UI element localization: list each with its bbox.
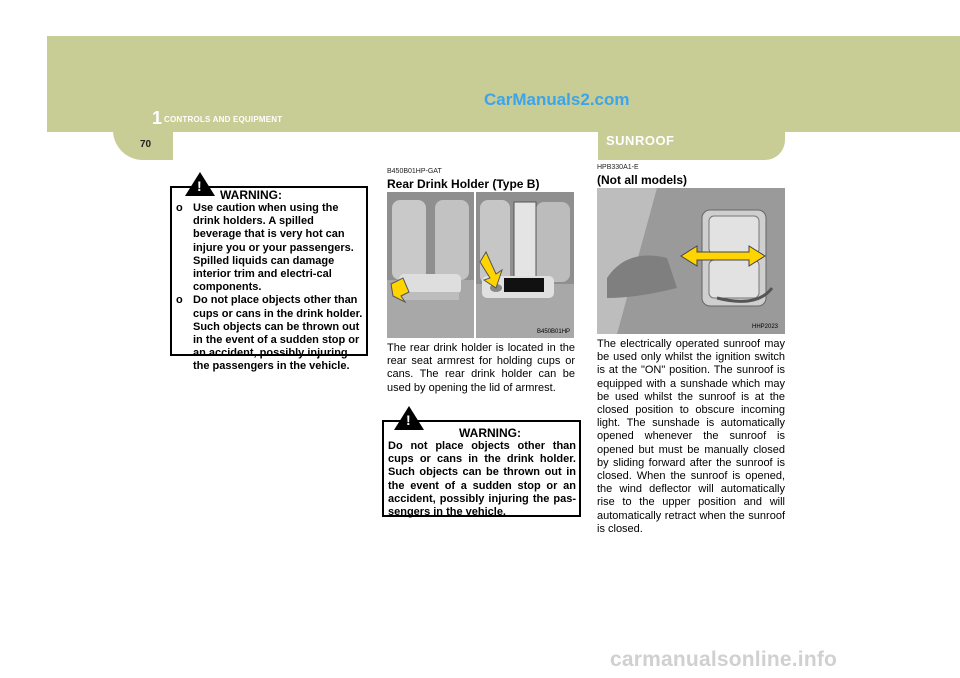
page-number: 70 — [140, 139, 152, 150]
sunroof-image-label: HHP2023 — [752, 324, 779, 330]
warning-list — [176, 202, 364, 374]
warning-item — [176, 202, 364, 294]
sunroof-code: HPB330A1-E — [597, 164, 639, 171]
warning-triangle-icon: ! — [394, 406, 424, 430]
armrest-open-illustration — [476, 192, 574, 338]
sunroof-switch-illustration — [597, 188, 785, 334]
warning-title: WARNING: — [459, 426, 521, 440]
warning-item — [176, 294, 364, 373]
chapter-title: CONTROLS AND EQUIPMENT — [164, 115, 283, 124]
section-title: SUNROOF — [606, 133, 675, 148]
drink-holder-code: B450B01HP-GAT — [387, 168, 442, 175]
drink-holder-body: The rear drink holder is located in the rear seat armrest for holding cups or cans. The rear drink holder can be used by opening the lid of armrest. — [387, 342, 575, 394]
drink-holder-heading: Rear Drink Holder (Type B) — [387, 177, 540, 191]
drink-holder-image-label: B450B01HP — [537, 329, 571, 335]
warning-item-text: Use caution when using the drink holders. A spilled beverage that is very hot can injure you or your passengers. Spilled liquids can damage interior trim and electri-cal components. — [193, 202, 354, 294]
footer-watermark[interactable]: carmanualsonline.info — [610, 648, 838, 671]
drink-holder-photo-closed — [387, 192, 474, 338]
warning-item-text: Do not place objects other than cups or cans in the drink holder. Such objects can be thrown out in the event of a sudden stop or an accident, possibly injuring the passengers in the vehicle. — [193, 294, 363, 373]
bullet-marker: o — [176, 294, 183, 307]
warning-box-drink-holders — [170, 178, 368, 373]
armrest-closed-illustration — [387, 192, 474, 338]
warning-text: Do not place objects other than cups or cans in the drink holder. Such objects can be thrown out in the event of a sudden stop or an accident, possibly injuring the pas-sengers in the vehicle. — [388, 440, 576, 519]
sunroof-heading: (Not all models) — [597, 173, 688, 187]
warning-triangle-icon: ! — [185, 172, 215, 196]
watermark-link[interactable]: CarManuals2.com — [484, 90, 630, 109]
chapter-number: 1 — [152, 108, 163, 128]
warning-title: WARNING: — [220, 188, 282, 202]
bullet-marker: o — [176, 202, 183, 214]
sunroof-body: The electrically operated sunroof may be used only whilst the ignition switch is at the "ON" position. The sunroof is equipped with a sunshade which may be used whilst the sunroof is at the closed position to obscure incoming light. The sunshade is automatically opened whenever the sunroof is opened but must be manually closed by sliding forward after the sunroof is closed. When the sunroof is opened, the wind deflector will automatically rise to the upper position and will automatically retract when the sunroof is closed. — [597, 338, 785, 535]
sunroof-switch-photo — [597, 188, 785, 334]
warning-box-drink-holder — [382, 412, 581, 519]
drink-holder-photo-open — [476, 192, 574, 338]
